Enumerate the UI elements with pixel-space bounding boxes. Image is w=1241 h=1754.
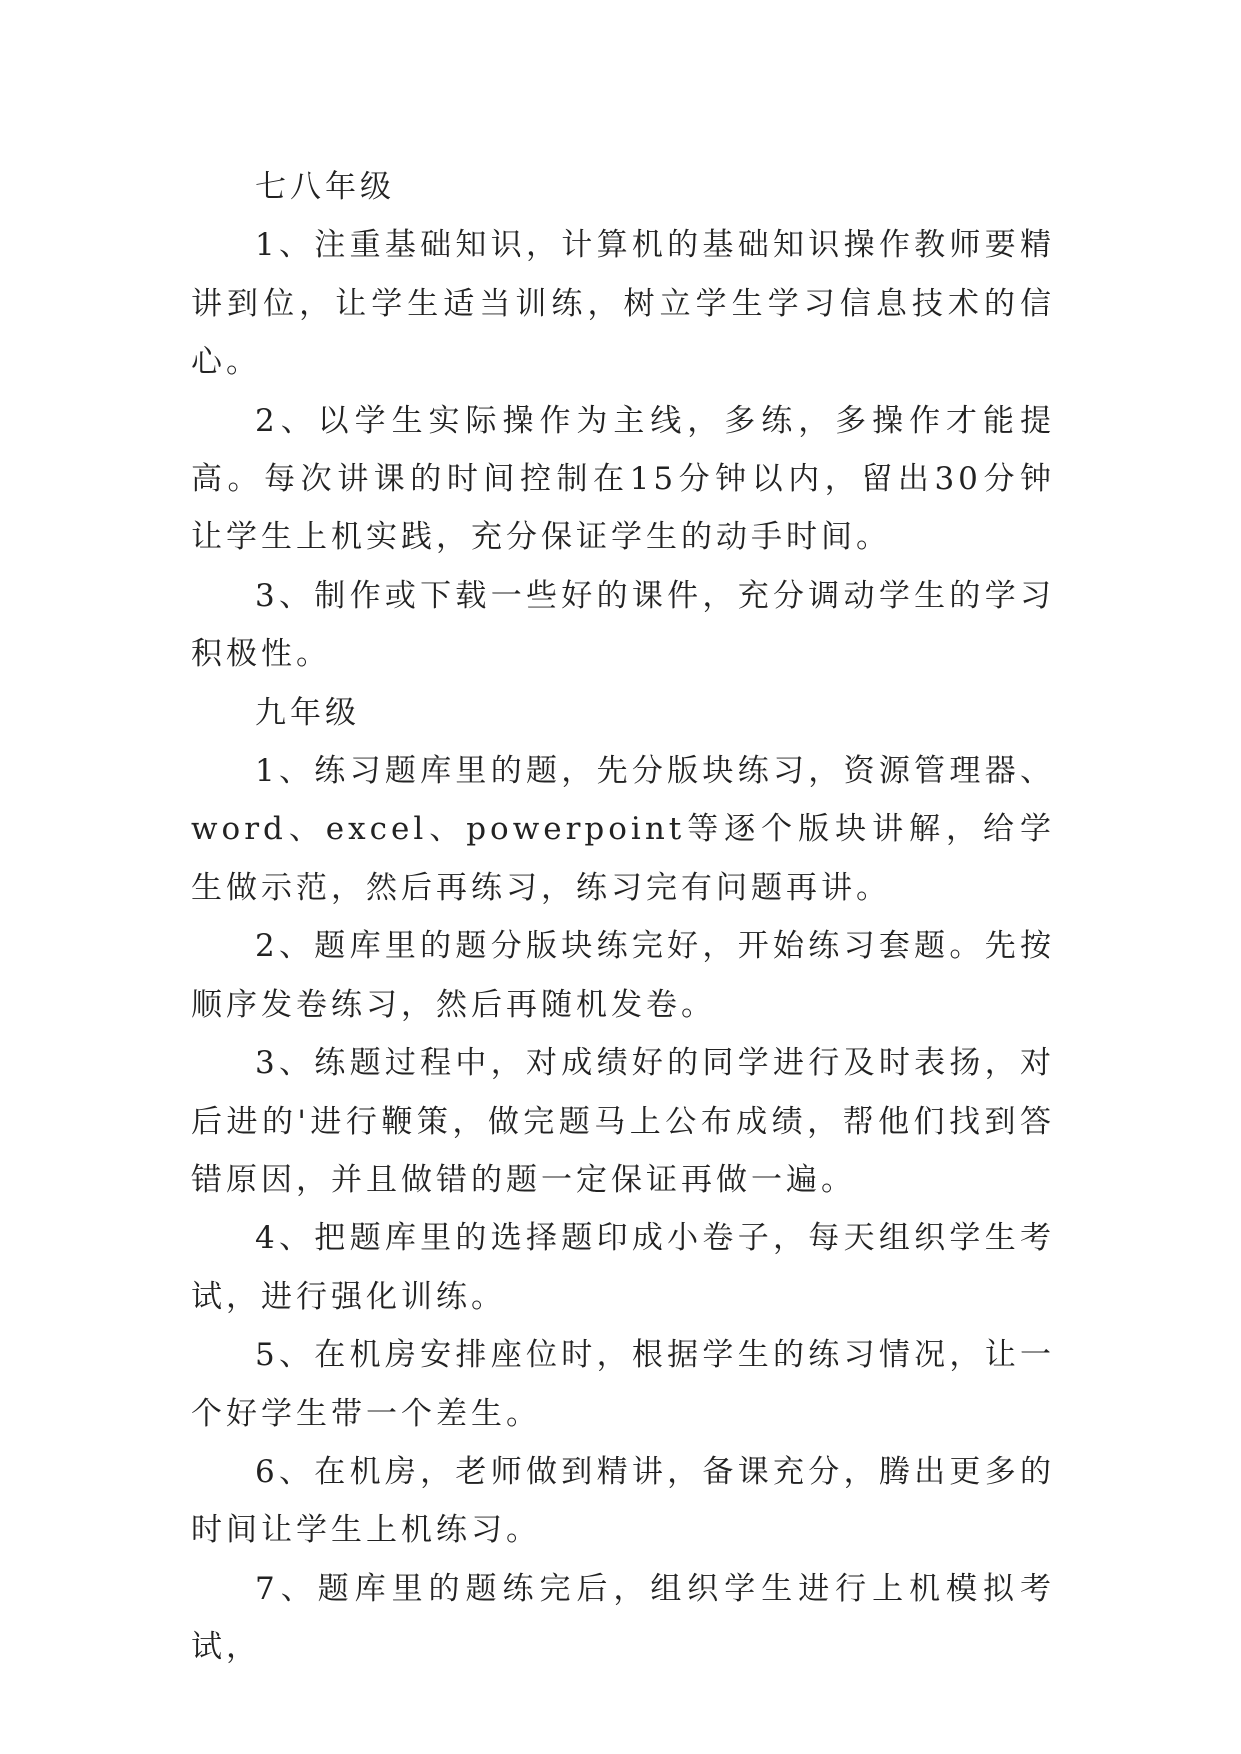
paragraph-7-8-item-1: 1、注重基础知识，计算机的基础知识操作教师要精讲到位，让学生适当训练，树立学生学习信息技术的信心。 <box>191 227 1055 381</box>
paragraph-9-item-5: 5、在机房安排座位时，根据学生的练习情况，让一个好学生带一个差生。 <box>191 1337 1055 1432</box>
paragraph-7-8-item-2: 2、以学生实际操作为主线，多练，多操作才能提高。每次讲课的时间控制在15分钟以内，留出30分钟让学生上机实践，充分保证学生的动手时间。 <box>191 402 1055 556</box>
paragraph-9-item-2: 2、题库里的题分版块练完好，开始练习套题。先按顺序发卷练习，然后再随机发卷。 <box>191 928 1055 1023</box>
paragraph-9-item-4: 4、把题库里的选择题印成小卷子，每天组织学生考试，进行强化训练。 <box>191 1220 1055 1315</box>
paragraph-9-item-1: 1、练习题库里的题，先分版块练习，资源管理器、word、excel、powerpoint等逐个版块讲解，给学生做示范，然后再练习，练习完有问题再讲。 <box>191 753 1055 906</box>
heading-grade-7-8: 七八年级 <box>255 169 395 205</box>
heading-grade-9: 九年级 <box>255 694 360 731</box>
paragraph-9-item-3: 3、练题过程中，对成绩好的同学进行及时表扬，对后进的'进行鞭策，做完题马上公布成绩，帮他们找到答错原因，并且做错的题一定保证再做一遍。 <box>191 1045 1055 1198</box>
paragraph-7-8-item-3: 3、制作或下载一些好的课件，充分调动学生的学习积极性。 <box>191 577 1055 673</box>
paragraph-9-item-6: 6、在机房，老师做到精讲，备课充分，腾出更多的时间让学生上机练习。 <box>191 1453 1055 1549</box>
paragraph-9-item-7: 7、题库里的题练完后，组织学生进行上机模拟考试， <box>191 1570 1055 1666</box>
document-body <box>191 158 1055 1677</box>
